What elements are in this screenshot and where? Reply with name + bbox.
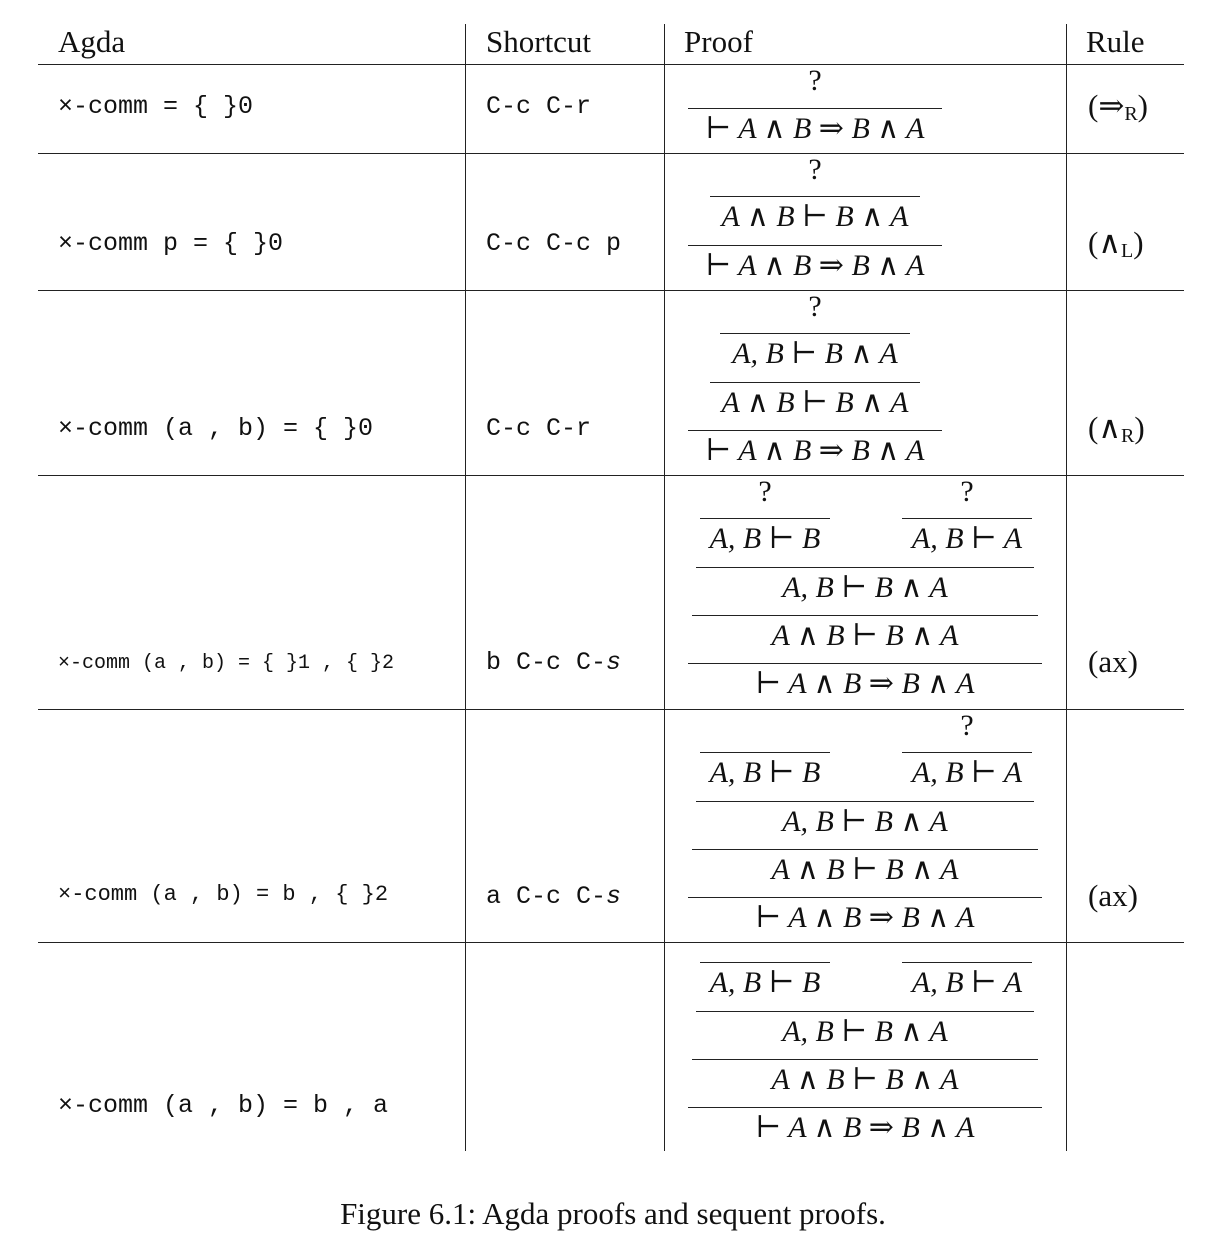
inference-line [688, 897, 1042, 898]
column-divider [1066, 24, 1067, 1151]
row-divider [38, 290, 1184, 291]
sequent: A, B ⊢ B [709, 522, 821, 555]
inference-line [902, 518, 1032, 519]
agda-code: ×-comm (a , b) = { }0 [58, 414, 374, 443]
inference-line [902, 962, 1032, 963]
hole-marker: ? [960, 709, 974, 742]
shortcut: b C-c C-s [486, 648, 622, 677]
inference-line [688, 108, 942, 109]
inference-line [700, 752, 830, 753]
inference-line [692, 615, 1038, 616]
sequent: A, B ⊢ B ∧ A [782, 571, 948, 604]
sequent: A, B ⊢ B [709, 756, 821, 789]
sequent: A, B ⊢ A [911, 756, 1023, 789]
goal-sequent: ⊢ A ∧ B ⇒ B ∧ A [705, 112, 925, 145]
sequent: A, B ⊢ B ∧ A [782, 1015, 948, 1048]
inference-line [710, 196, 920, 197]
sequent: A, B ⊢ B [709, 966, 821, 999]
inference-line [696, 1011, 1034, 1012]
column-divider [664, 24, 665, 1151]
rule-label: $(\wedge_R)$ [1088, 410, 1145, 447]
sequent: A, B ⊢ A [911, 522, 1023, 555]
sequent: A ∧ B ⊢ B ∧ A [771, 853, 959, 886]
inference-line [710, 382, 920, 383]
inference-line [688, 663, 1042, 664]
sequent: A, B ⊢ A [911, 966, 1023, 999]
hole-marker: ? [960, 475, 974, 508]
hole-marker: ? [758, 475, 772, 508]
rule-label: (ax) [1088, 644, 1138, 679]
inference-line [688, 430, 942, 431]
inference-line [720, 333, 910, 334]
figure-caption: Figure 6.1: Agda proofs and sequent proofs. [340, 1196, 886, 1231]
header-divider [38, 64, 1184, 65]
sequent: A ∧ B ⊢ B ∧ A [771, 619, 959, 652]
proof-table [38, 24, 1184, 1151]
rule-label: $(\wedge_L)$ [1088, 225, 1144, 262]
hole-marker: ? [808, 64, 822, 97]
inference-line [700, 518, 830, 519]
sequent: A ∧ B ⊢ B ∧ A [721, 386, 909, 419]
agda-code: ×-comm = { }0 [58, 92, 254, 121]
goal-sequent: ⊢ A ∧ B ⇒ B ∧ A [755, 901, 975, 934]
inference-line [692, 1059, 1038, 1060]
header-shortcut: Shortcut [486, 24, 592, 59]
inference-line [696, 801, 1034, 802]
agda-code: ×-comm p = { }0 [58, 229, 284, 258]
row-divider [38, 153, 1184, 154]
goal-sequent: ⊢ A ∧ B ⇒ B ∧ A [705, 249, 925, 282]
inference-line [902, 752, 1032, 753]
sequent: A, B ⊢ B ∧ A [732, 337, 898, 370]
goal-sequent: ⊢ A ∧ B ⇒ B ∧ A [755, 667, 975, 700]
agda-code: ×-comm (a , b) = b , { }2 [58, 882, 389, 907]
header-rule: Rule [1086, 24, 1145, 59]
shortcut: C-c C-c p [486, 229, 622, 258]
goal-sequent: ⊢ A ∧ B ⇒ B ∧ A [755, 1111, 975, 1144]
rule-label: $(\Rightarrow_R)$ [1088, 88, 1148, 125]
sequent: A, B ⊢ B ∧ A [782, 805, 948, 838]
hole-marker: ? [808, 153, 822, 186]
inference-line [700, 962, 830, 963]
agda-code: ×-comm (a , b) = b , a [58, 1091, 389, 1120]
shortcut: C-c C-r [486, 414, 592, 443]
inference-line [688, 1107, 1042, 1108]
shortcut: C-c C-r [486, 92, 592, 121]
goal-sequent: ⊢ A ∧ B ⇒ B ∧ A [705, 434, 925, 467]
agda-code: ×-comm (a , b) = { }1 , { }2 [58, 652, 395, 675]
sequent: A ∧ B ⊢ B ∧ A [721, 200, 909, 233]
header-agda: Agda [58, 24, 126, 59]
inference-line [688, 245, 942, 246]
sequent: A ∧ B ⊢ B ∧ A [771, 1063, 959, 1096]
inference-line [696, 567, 1034, 568]
header-proof: Proof [684, 24, 753, 59]
hole-marker: ? [808, 290, 822, 323]
rule-label: (ax) [1088, 878, 1138, 913]
column-divider [465, 24, 466, 1151]
shortcut: a C-c C-s [486, 882, 622, 911]
inference-line [692, 849, 1038, 850]
row-divider [38, 942, 1184, 943]
